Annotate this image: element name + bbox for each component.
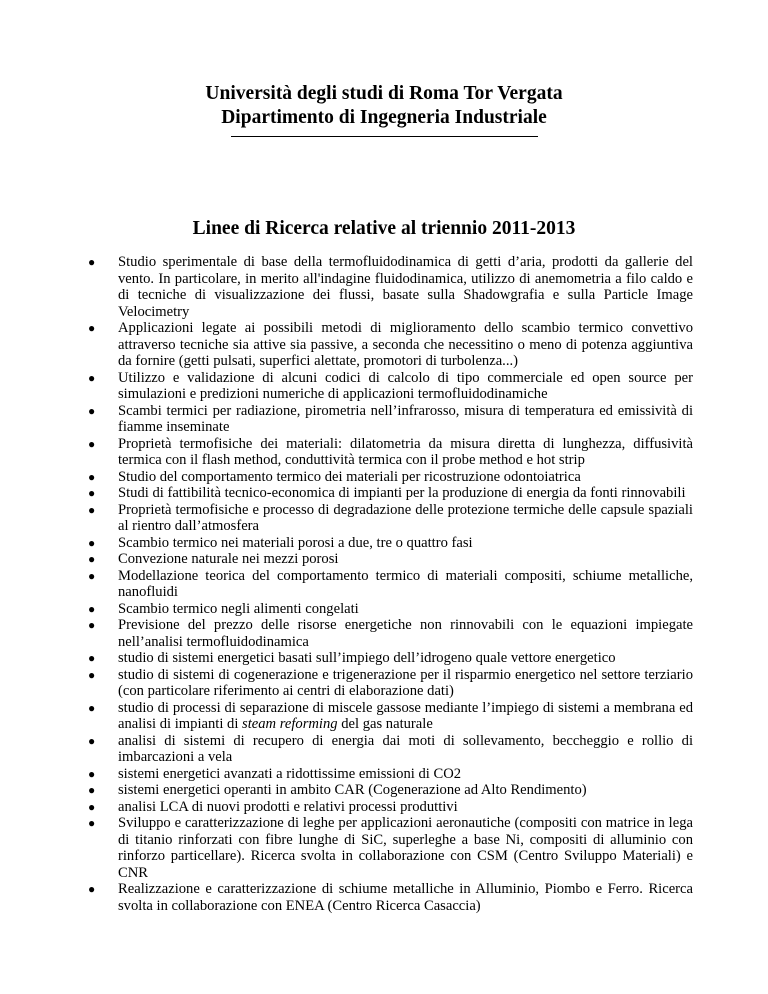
list-item: ● Modellazione teorica del comportamento termico di materiali compositi, schiume metalliche, nanofluidi: [88, 567, 693, 600]
bullet-icon: ●: [88, 601, 96, 616]
university-name: Università degli studi di Roma Tor Vergata: [205, 83, 563, 104]
list-item: ● Scambi termici per radiazione, pirometria nell’infrarosso, misura di temperatura ed emissività di fiamme inseminate: [88, 402, 693, 435]
list-item: ● Previsione del prezzo delle risorse energetiche non rinnovabili con le equazioni impiegate nell’analisi termofluidodinamica: [88, 617, 693, 650]
list-item: ● Proprietà termofisiche dei materiali: dilatometria da misura diretta di lunghezza, diffusività termica con il flash method, conduttività termica con il probe method e hot strip: [88, 435, 693, 468]
bullet-icon: ●: [88, 255, 96, 269]
header-rule: [231, 136, 538, 137]
list-item: ● Realizzazione e caratterizzazione di schiume metalliche in Alluminio, Piombo e Ferro. Ricerca svolta in collaborazione con ENEA (Centro Ricerca Casaccia): [88, 881, 693, 914]
bullet-icon: ●: [88, 799, 96, 814]
bullet-icon: ●: [88, 502, 96, 517]
list-item: ● sistemi energetici operanti in ambito CAR (Cogenerazione ad Alto Rendimento): [88, 782, 587, 798]
list-item: ● Convezione naturale nei mezzi porosi: [88, 551, 339, 567]
bullet-icon: ●: [88, 568, 96, 583]
list-item: ● Scambio termico nei materiali porosi a due, tre o quattro fasi: [88, 534, 473, 551]
list-item: ● Studio sperimentale di base della termofluidodinamica di getti d’aria, prodotti da gallerie del vento. In particolare, in merito all'indagine fluidodinamica, utilizzo di anemometria a filo caldo e di tecniche di visualizzazione dei flussi, basate sulla Shadowgrafia e sulla Particle Image Velocimetry: [88, 254, 693, 320]
list-item: ● analisi LCA di nuovi prodotti e relativi processi produttivi: [88, 798, 458, 815]
bullet-icon: ●: [88, 321, 96, 335]
bullet-icon: ●: [88, 370, 96, 385]
bullet-icon: ●: [88, 882, 96, 896]
bullet-icon: ●: [88, 552, 96, 566]
list-item: ● studio di sistemi energetici basati sull’impiego dell’idrogeno quale vettore energetico: [88, 650, 616, 666]
list-item: ● Studi di fattibilità tecnico-economica di impianti per la produzione di energia da fonti rinnovabili: [88, 485, 686, 501]
bullet-icon: ●: [88, 783, 96, 797]
list-item: ● studio di sistemi di cogenerazione e trigenerazione per il risparmio energetico nel settore terziario (con particolare riferimento ai centri di elaborazione dati): [88, 666, 693, 699]
research-lines-list: [0, 254, 768, 914]
list-item: ● analisi di sistemi di recupero di energia dai moti di sollevamento, beccheggio e rollio di imbarcazioni a vela: [88, 732, 693, 765]
list-item: ● Scambio termico negli alimenti congelati: [88, 600, 359, 617]
bullet-icon: ●: [88, 535, 96, 550]
list-item: ● Applicazioni legate ai possibili metodi di miglioramento dello scambio termico convettivo attraverso tecniche sia attive sia passive, a seconda che necessitino o meno di potenza aggiuntiva da fornire (getti pulsati, superfici alettate, promotori di turbolenza...): [88, 320, 693, 369]
bullet-icon: ●: [88, 436, 96, 451]
list-item: ● studio di processi di separazione di miscele gassose mediante l’impiego di sistemi a membrana ed analisi di impianti di steam reforming del gas naturale: [88, 699, 693, 732]
bullet-icon: ●: [88, 651, 96, 665]
bullet-icon: ●: [88, 667, 96, 682]
bullet-icon: ●: [88, 733, 96, 748]
document-header: [0, 82, 768, 137]
bullet-icon: ●: [88, 403, 96, 418]
list-item: ● Proprietà termofisiche e processo di degradazione delle protezione termiche delle capsule spaziali al rientro dall’atmosfera: [88, 501, 693, 534]
list-item: ● sistemi energetici avanzati a ridottissime emissioni di CO2: [88, 765, 462, 782]
bullet-icon: ●: [88, 766, 96, 781]
bullet-icon: ●: [88, 700, 96, 715]
bullet-icon: ●: [88, 816, 96, 830]
list-item: ● Sviluppo e caratterizzazione di leghe per applicazioni aeronautiche (compositi con matrice in lega di titanio rinforzati con fibre lunghe di SiC, superleghe a base Ni, compositi di alluminio con rinforzo particellare). Ricerca svolta in collaborazione con CSM (Centro Sviluppo Materiali) e CNR: [88, 815, 693, 881]
list-item: ● Utilizzo e validazione di alcuni codici di calcolo di tipo commerciale ed open source per simulazioni e predizioni numeriche di applicazioni termofluidodinamiche: [88, 369, 693, 402]
department-name: Dipartimento di Ingegneria Industriale: [221, 107, 547, 128]
bullet-icon: ●: [88, 469, 96, 484]
document-title: Linee di Ricerca relative al triennio 2011-2013: [192, 218, 576, 239]
list-item: ● Studio del comportamento termico dei materiali per ricostruzione odontoiatrica: [88, 468, 581, 485]
bullet-icon: ●: [88, 486, 96, 500]
bullet-icon: ●: [88, 618, 96, 632]
